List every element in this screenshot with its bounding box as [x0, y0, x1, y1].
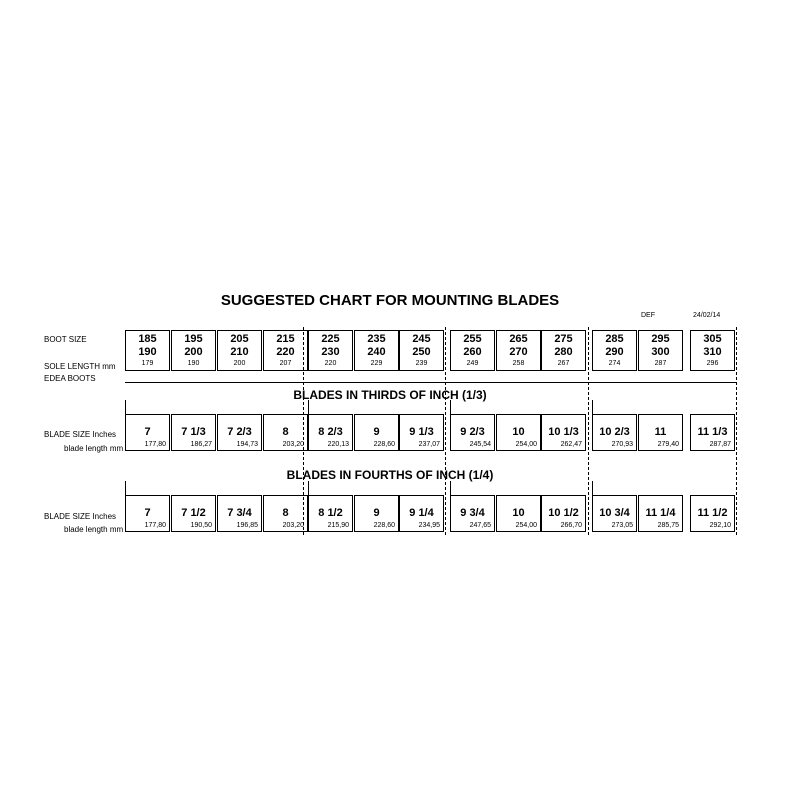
thirds-blade-length-cell: 279,40	[638, 440, 683, 451]
fourths-blade-size-box: 11 1/4	[638, 495, 683, 521]
thirds-blade-size-box: 9 2/3	[450, 414, 495, 440]
boot-size-box	[496, 330, 541, 359]
thirds-blade-length-cell: 270,93	[592, 440, 637, 451]
boot-size-bottom: 190	[138, 346, 157, 358]
sole-length-cell: 190	[171, 359, 216, 371]
boot-size-box	[541, 330, 586, 359]
fourths-blade-size-box: 10	[496, 495, 541, 521]
group-separator-2	[588, 327, 589, 535]
fourths-blade-size-box: 11 1/2	[690, 495, 735, 521]
boot-size-bottom: 270	[509, 346, 528, 358]
thirds-blade-length-cell: 245,54	[450, 440, 495, 451]
thirds-blade-length-cell: 177,80	[125, 440, 170, 451]
boot-size-box	[217, 330, 262, 359]
thirds-blade-size-box: 11 1/3	[690, 414, 735, 440]
fourths-heading: BLADES IN FOURTHS OF INCH (1/4)	[286, 468, 494, 482]
boot-size-bottom: 260	[463, 346, 482, 358]
thirds-blade-length-cell: 203,20	[263, 440, 308, 451]
boot-size-top: 235	[367, 333, 386, 345]
fourths-blade-length-cell: 292,10	[690, 521, 735, 532]
fourths-blade-length-cell: 215,90	[308, 521, 353, 532]
thirds-blade-size-box: 9	[354, 414, 399, 440]
sole-length-cell: 200	[217, 359, 262, 371]
thirds-blade-size-box: 10 1/3	[541, 414, 586, 440]
group-tick	[592, 481, 593, 495]
group-tick	[592, 400, 593, 414]
boot-size-bottom: 230	[321, 346, 340, 358]
boot-size-top: 225	[321, 333, 340, 345]
group-tick	[125, 481, 126, 495]
boot-size-bottom: 290	[605, 346, 624, 358]
thirds-blade-size-box: 8 2/3	[308, 414, 353, 440]
fourths-blade-length-cell: 266,70	[541, 521, 586, 532]
boot-size-top: 275	[554, 333, 573, 345]
fourths-blade-length-cell: 247,65	[450, 521, 495, 532]
boot-size-top: 295	[651, 333, 670, 345]
boot-size-box	[399, 330, 444, 359]
sole-length-cell: 274	[592, 359, 637, 371]
fourths-blade-length-cell: 190,50	[171, 521, 216, 532]
sole-length-cell: 287	[638, 359, 683, 371]
group-tick	[450, 481, 451, 495]
thirds-blade-length-cell: 237,07	[399, 440, 444, 451]
fourths-blade-length-cell: 228,60	[354, 521, 399, 532]
boot-size-box	[690, 330, 735, 359]
thirds-blade-length-cell: 254,00	[496, 440, 541, 451]
def-label: DEF	[641, 312, 655, 319]
boot-size-top: 255	[463, 333, 482, 345]
boot-size-box	[171, 330, 216, 359]
thirds-blade-size-box: 7	[125, 414, 170, 440]
fourths-blade-size-box: 9 1/4	[399, 495, 444, 521]
boot-size-bottom: 300	[651, 346, 670, 358]
fourths-blade-size-box: 7	[125, 495, 170, 521]
boot-size-top: 205	[230, 333, 249, 345]
sole-length-cell: 258	[496, 359, 541, 371]
group-separator-3	[736, 327, 737, 535]
thirds-blade-length-cell: 287,87	[690, 440, 735, 451]
sole-length-cell: 220	[308, 359, 353, 371]
thirds-blade-length-cell: 228,60	[354, 440, 399, 451]
fourths-blade-length-cell: 234,95	[399, 521, 444, 532]
sole-length-cell: 296	[690, 359, 735, 371]
boot-size-top: 245	[412, 333, 431, 345]
fourths-blade-size-box: 10 3/4	[592, 495, 637, 521]
fourths-blade-size-box: 10 1/2	[541, 495, 586, 521]
thirds-blade-length-cell: 194,73	[217, 440, 262, 451]
thirds-blade-size-box: 10	[496, 414, 541, 440]
boot-size-label: BOOT SIZE	[44, 335, 87, 344]
sole-length-cell: 267	[541, 359, 586, 371]
fourths-blade-length-label: blade length mm	[64, 525, 124, 534]
boot-size-box	[125, 330, 170, 359]
group-separator-1	[445, 327, 446, 535]
group-tick	[450, 400, 451, 414]
thirds-blade-size-box: 8	[263, 414, 308, 440]
boot-size-bottom: 280	[554, 346, 573, 358]
boot-size-top: 305	[703, 333, 722, 345]
group-tick	[125, 400, 126, 414]
thirds-blade-size-box: 7 1/3	[171, 414, 216, 440]
sole-length-cell: 229	[354, 359, 399, 371]
fourths-blade-length-cell: 285,75	[638, 521, 683, 532]
fourths-blade-size-box: 9 3/4	[450, 495, 495, 521]
thirds-blade-size-box: 10 2/3	[592, 414, 637, 440]
fourths-blade-size-box: 8 1/2	[308, 495, 353, 521]
fourths-blade-length-cell: 196,85	[217, 521, 262, 532]
boot-size-box	[450, 330, 495, 359]
boot-size-top: 285	[605, 333, 624, 345]
fourths-blade-size-box: 7 1/2	[171, 495, 216, 521]
thirds-blade-size-box: 9 1/3	[399, 414, 444, 440]
fourths-blade-length-cell: 273,05	[592, 521, 637, 532]
fourths-blade-size-box: 8	[263, 495, 308, 521]
boot-size-top: 185	[138, 333, 157, 345]
thirds-blade-length-cell: 262,47	[541, 440, 586, 451]
thirds-blade-length-label: blade length mm	[64, 444, 124, 453]
boot-size-bottom: 250	[412, 346, 431, 358]
boot-size-box	[308, 330, 353, 359]
boot-size-top: 265	[509, 333, 528, 345]
boot-size-bottom: 220	[276, 346, 295, 358]
fourths-blade-size-box: 9	[354, 495, 399, 521]
thirds-blade-length-cell: 220,13	[308, 440, 353, 451]
sole-length-label: SOLE LENGTH mm	[44, 362, 116, 371]
boot-size-box	[354, 330, 399, 359]
sole-length-cell: 207	[263, 359, 308, 371]
group-tick	[308, 400, 309, 414]
boot-size-top: 215	[276, 333, 295, 345]
boot-size-bottom: 200	[184, 346, 203, 358]
boot-size-bottom: 240	[367, 346, 386, 358]
page-title: SUGGESTED CHART FOR MOUNTING BLADES	[220, 292, 560, 309]
boot-size-bottom: 210	[230, 346, 249, 358]
fourths-blade-length-cell: 203,20	[263, 521, 308, 532]
thirds-blade-length-cell: 186,27	[171, 440, 216, 451]
sole-length-cell: 179	[125, 359, 170, 371]
thirds-blade-size-label: BLADE SIZE Inches	[44, 430, 117, 439]
boot-size-bottom: 310	[703, 346, 722, 358]
fourths-blade-size-label: BLADE SIZE Inches	[44, 512, 117, 521]
edea-boots-label: EDEA BOOTS	[44, 374, 96, 383]
thirds-blade-size-box: 7 2/3	[217, 414, 262, 440]
sole-length-cell: 239	[399, 359, 444, 371]
boot-size-box	[638, 330, 683, 359]
group-tick	[308, 481, 309, 495]
fourths-blade-size-box: 7 3/4	[217, 495, 262, 521]
boot-size-box	[263, 330, 308, 359]
thirds-blade-size-box: 11	[638, 414, 683, 440]
sole-length-cell: 249	[450, 359, 495, 371]
boot-size-top: 195	[184, 333, 203, 345]
date-label: 24/02/14	[693, 312, 721, 319]
edea-boots-line	[125, 382, 736, 383]
thirds-heading: BLADES IN THIRDS OF INCH (1/3)	[293, 388, 487, 402]
fourths-blade-length-cell: 177,80	[125, 521, 170, 532]
fourths-blade-length-cell: 254,00	[496, 521, 541, 532]
boot-size-box	[592, 330, 637, 359]
